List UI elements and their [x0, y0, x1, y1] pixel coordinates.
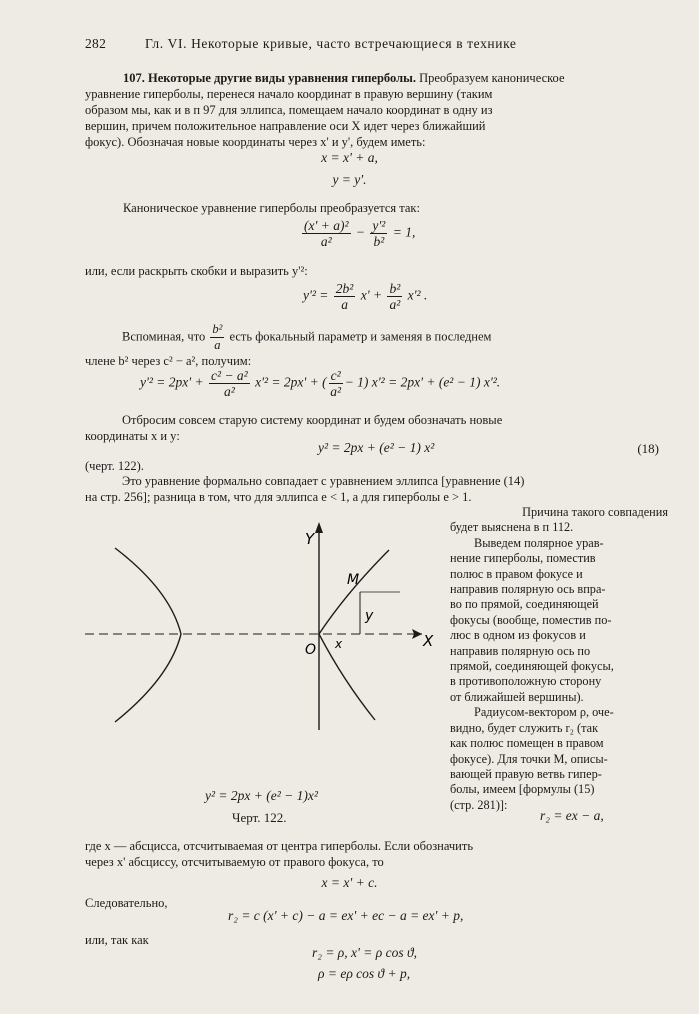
column-line: прямой, соединяющей фокусы, [450, 659, 614, 674]
column-line: фокусе). Для точки M, описы- [450, 751, 608, 766]
bottom-eq-1: x = x' + c. [321, 875, 378, 890]
column-line: от ближайшей вершины). [450, 689, 584, 704]
column-line: вающей правую ветвь гипер- [450, 766, 602, 781]
column-line: Радиусом-вектором ρ, оче- [474, 705, 614, 720]
hyperbola-figure [85, 520, 450, 775]
canonical-equation: $\frac{\text{(x' + a)²}}{\text{a²}}$ − $\frac{\text{y'²}}{\text{b²}}$ = 1, [304, 218, 416, 249]
frac-den: a [214, 338, 221, 352]
bottom-eq-2: r₂ = c (x' + c) − a = ex' + ec − a = ex' + p, [228, 908, 464, 923]
subst-y-eq: y = y'. [332, 172, 367, 187]
frac-num: (x' + a)² [304, 218, 349, 233]
r2-equation: r₂ = ex − a, [540, 808, 604, 823]
canonical-label: Каноническое уравнение гиперболы преобразуется так: [123, 201, 420, 215]
bottom-eq-3: r₂ = ρ, x' = ρ cos ϑ, [312, 945, 418, 960]
text-part: Вспоминая, что [122, 329, 206, 344]
column-line: (стр. 281)]: [450, 797, 508, 812]
eq-rhs: = 1, [392, 224, 416, 240]
frac-num: y'² [372, 218, 386, 233]
frac-den: a² [330, 384, 342, 399]
figure-equation: y² = 2px + (e² − 1)x² [205, 788, 318, 803]
recall-line-2: члене b² через c² − a², получим: [85, 354, 252, 368]
ref-line: (черт. 122). [85, 459, 144, 473]
intro-line: вершин, причем положительное направление оси X идет через ближайший [85, 119, 486, 133]
compare-line-1: Это уравнение формально совпадает с уравнением эллипса [уравнение (14) [122, 474, 525, 488]
section-heading: 107. Некоторые другие виды уравнения гиперболы. [123, 71, 416, 85]
bottom-label-3: или, так как [85, 933, 149, 947]
page-number: 282 [85, 36, 107, 51]
chapter-title: Гл. VI. Некоторые кривые, часто встречающиеся в технике [145, 36, 517, 51]
intro-line: Преобразуем каноническое [419, 71, 565, 85]
label-x-coord: x [335, 637, 343, 651]
figure-caption: Черт. 122. [232, 810, 287, 825]
compare-line-2: на стр. 256]; разница в том, что для эллипса e < 1, а для гиперболы e > 1. [85, 490, 472, 504]
column-line: Выведем полярное урав- [474, 535, 604, 550]
frac-den: b² [373, 234, 385, 249]
expanded-equation [303, 281, 427, 312]
text-part: есть фокальный параметр и заменяя в последнем [229, 329, 492, 344]
frac-num: c² [330, 368, 341, 383]
frac-num: b² [389, 281, 401, 296]
eq-part: − 1) x'² = 2px' + (e² − 1) x'². [344, 374, 501, 390]
frac-den: a² [320, 234, 332, 249]
label-point-m: M [347, 572, 360, 588]
column-line: в противоположную сторону [450, 674, 602, 689]
eq-part: x' + [360, 287, 383, 303]
y-axis-arrow [315, 522, 323, 533]
column-line: люс в одном из фокусов и [450, 628, 586, 643]
drop-line-1: Отбросим совсем старую систему координат и будем обозначать новые [122, 413, 503, 427]
eq-part: y'² = [303, 287, 329, 303]
intro-line: уравнение гиперболы, перенеся начало координат в правую вершину (таким [85, 87, 493, 101]
intro-line: фокус). Обозначая новые координаты через x' и y', будем иметь: [85, 135, 426, 149]
eq-part: x'² = 2px' + ( [255, 374, 327, 390]
main-equation: y² = 2px + (e² − 1) x² [318, 440, 435, 455]
label-origin: O [305, 642, 317, 658]
expand-label: или, если раскрыть скобки и выразить y'²: [85, 264, 308, 278]
left-branch [115, 548, 181, 722]
column-line: фокусы (вообще, поместив по- [450, 612, 612, 627]
column-line: будет выяснена в п 112. [450, 520, 574, 535]
equation-number: (18) [637, 441, 659, 456]
column-line: направив полярную ось по [450, 643, 591, 658]
column-line: во по прямой, соединяющей [450, 597, 599, 612]
column-line: Причина такого совпадения [522, 505, 668, 519]
recall-line [122, 322, 682, 353]
column-line: направив полярную ось впра- [450, 582, 606, 597]
frac-num: b² [212, 322, 223, 336]
label-y-axis: Y [305, 530, 315, 548]
column-line: болы, имеем [формулы (15) [450, 782, 595, 797]
drop-line-2: координаты x и y: [85, 429, 180, 443]
bottom-eq-4: ρ = eρ cos ϑ + p, [318, 966, 411, 981]
intro-line: образом мы, как и в п 97 для эллипса, помещаем начало координат в одну из [85, 103, 493, 117]
column-line: как полюс помещен в правом [450, 736, 604, 751]
column-line: полюс в правом фокусе и [450, 566, 583, 581]
label-y-coord: y [365, 608, 374, 624]
column-line: видно, будет служить r₂ (так [450, 720, 599, 735]
eq-part: y'² = 2px' + [140, 374, 204, 390]
subst-x-eq: x = x' + a, [321, 150, 378, 165]
bottom-line-1: где x — абсцисса, отсчитываемая от центра гиперболы. Если обозначить [85, 839, 474, 853]
column-line: нение гиперболы, поместив [450, 551, 596, 566]
section-intro [85, 70, 685, 150]
right-column-text [450, 505, 668, 813]
bottom-label-2: Следовательно, [85, 896, 168, 910]
frac-den: a [341, 297, 348, 312]
bottom-line-2: через x' абсциссу, отсчитываемую от правого фокуса, то [85, 855, 384, 869]
label-x-axis: X [423, 632, 434, 650]
frac-num: 2b² [335, 281, 354, 296]
result-equation [140, 368, 500, 399]
frac-den: a² [223, 384, 235, 399]
frac-num: c² − a² [211, 368, 248, 383]
eq-part: x'² . [407, 287, 428, 303]
frac-den: a² [389, 297, 401, 312]
